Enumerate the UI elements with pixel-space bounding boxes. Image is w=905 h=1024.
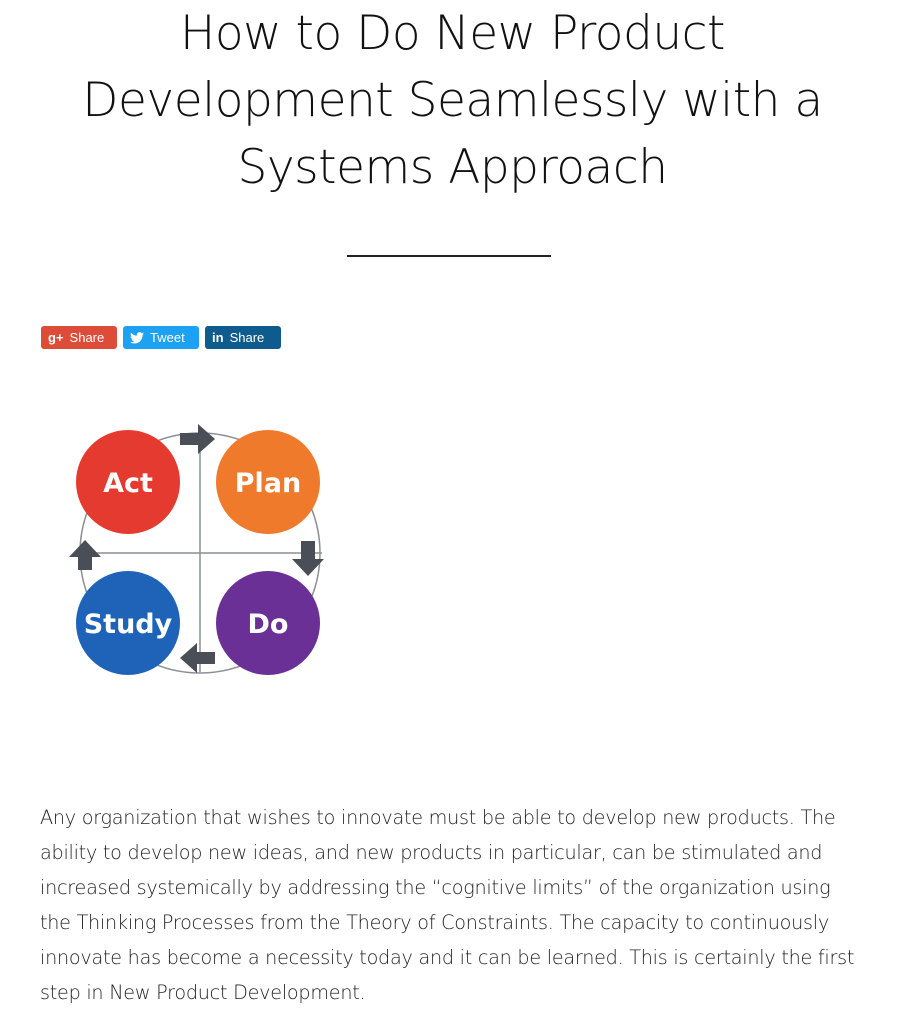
do-label: Do [247,609,289,640]
linkedin-share-button[interactable] [205,326,281,349]
page-title: How to Do New Product Development Seamlessly with a Systems Approach [82,6,823,195]
act-label: Act [103,468,153,499]
google-plus-share-label: Share [69,330,105,345]
arrow-act-to-plan-icon [180,424,215,454]
twitter-icon [130,332,144,344]
study-label: Study [83,609,173,640]
linkedin-icon: in [212,330,224,345]
plan-label: Plan [234,468,302,499]
title-divider [347,255,551,257]
google-plus-icon: g+ [48,330,64,345]
linkedin-share-label: Share [229,330,265,345]
arrow-study-to-act-icon [69,540,101,570]
pdsa-cycle-diagram [60,420,340,690]
arrow-do-to-study-icon [180,643,215,673]
share-bar [41,326,281,349]
article-intro-paragraph: Any organization that wishes to innovate must be able to develop new products. The ability to develop new ideas, and new products in particular, can be stimulated and increased systemically by addressing the “cognitive limits” of the organization using the Thinking Processes from the Theory of Constraints. The capacity to continuously innovate has become a necessity today and it can be learned. This is certainly the first step in New Product Development. [40,806,855,1004]
twitter-tweet-button[interactable] [123,326,199,349]
google-plus-share-button[interactable] [41,326,117,349]
twitter-tweet-label: Tweet [150,330,185,345]
